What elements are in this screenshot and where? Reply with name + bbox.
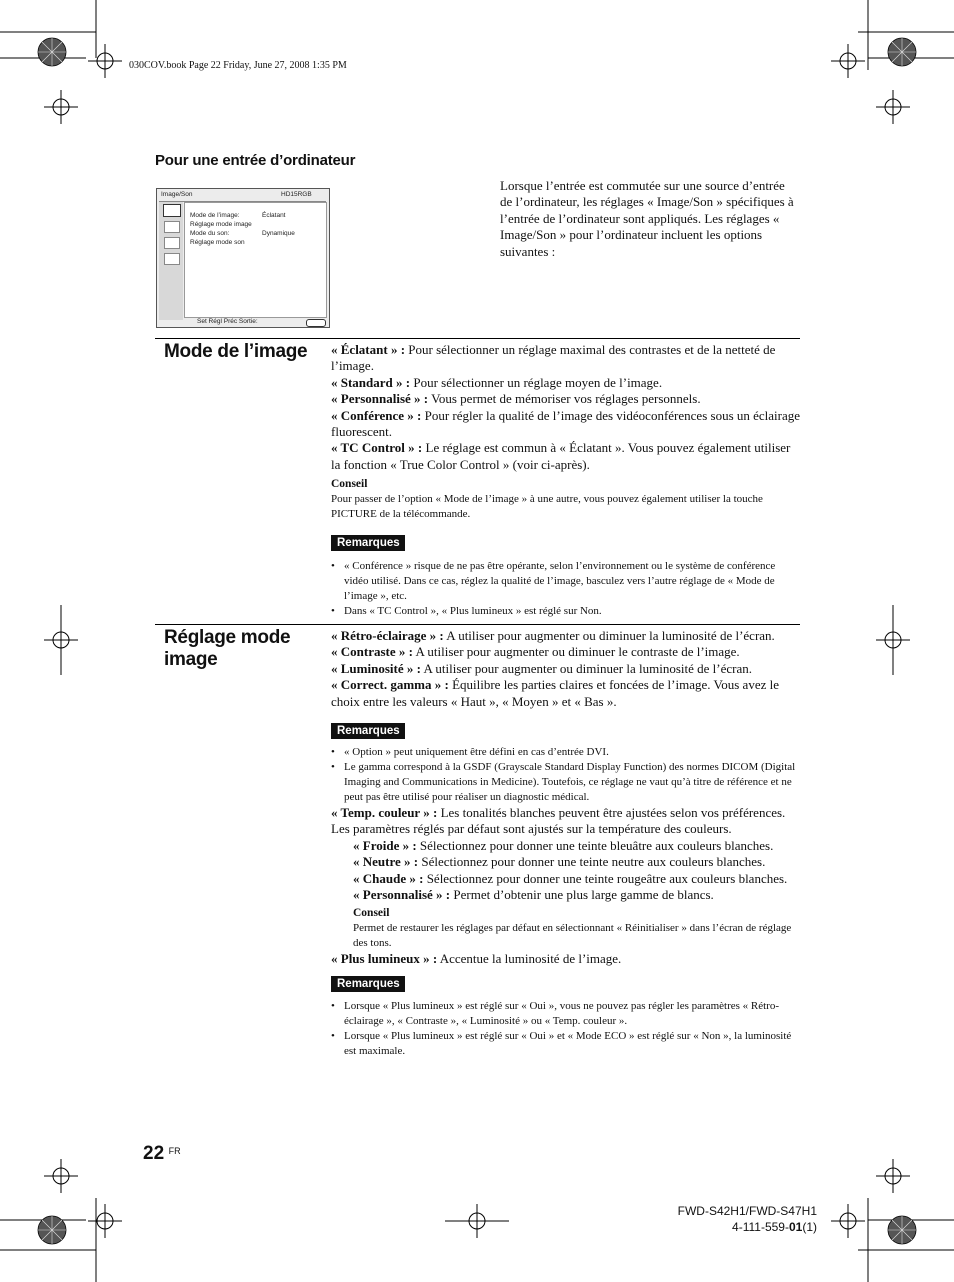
page-number: 22 $^{FR}$ xyxy=(143,1143,181,1164)
screen-row-4-label: Réglage mode son xyxy=(190,239,245,246)
reglage-item-luminosite: « Luminosité » : A utiliser pour augmenter ou diminuer la luminosité de l’écran. xyxy=(331,660,752,676)
picture-icon xyxy=(163,204,181,217)
remarque-item: • Lorsque « Plus lumineux » est réglé sur « Oui » et « Mode ECO » est réglé sur « Non », la luminosité est maximale. xyxy=(331,1029,801,1059)
menu-button-icon xyxy=(306,319,326,327)
screen-row-1-value: Éclatant xyxy=(262,212,286,219)
remarques-badge: Remarques xyxy=(331,976,405,992)
temp-item-chaude: « Chaude » : Sélectionnez pour donner une teinte rougeâtre aux couleurs blanches. xyxy=(353,870,788,886)
section-divider-1 xyxy=(155,338,800,339)
setup-icon xyxy=(164,237,180,249)
screen-title: Image/Son xyxy=(161,191,193,198)
mode-item-personnalise: « Personnalisé » : Vous permet de mémoriser vos réglages personnels. xyxy=(331,391,701,407)
model-number: FWD-S42H1/FWD-S47H1 xyxy=(677,1204,817,1218)
conseil-text: Permet de restaurer les réglages par défaut en sélectionnant « Réinitialiser » dans l’écran de réglage des tons. xyxy=(353,922,792,950)
temp-item-froide: « Froide » : Sélectionnez pour donner une teinte bleuâtre aux couleurs blanches. xyxy=(353,837,774,853)
document-code: 4-111-559-01(1) xyxy=(732,1220,817,1234)
screen-row-2-label: Réglage mode image xyxy=(190,221,252,228)
remarque-item: • « Conférence » risque de ne pas être opérante, selon l’environnement ou le système de conférence vidéo utilisé. Dans ce cas, réglez la qualité de l’image, basculez vers l’autre réglage de « Mode de l’image », etc. xyxy=(331,559,801,604)
crosshair-tr xyxy=(831,44,865,78)
settings-icon xyxy=(164,221,180,233)
section-divider-2 xyxy=(155,624,800,625)
temp-item-personnalise: « Personnalisé » : Permet d’obtenir une plus large gamme de blancs. xyxy=(353,887,714,903)
screen-row-1-label: Mode de l’image: xyxy=(190,212,240,219)
mode-image-content xyxy=(331,342,801,619)
mode-item-standard: « Standard » : Pour sélectionner un réglage moyen de l’image. xyxy=(331,374,663,390)
reglage-item-contraste: « Contraste » : A utiliser pour augmenter ou diminuer le contraste de l’image. xyxy=(331,644,740,660)
remarque-item: • « Option » peut uniquement être défini en cas d’entrée DVI. xyxy=(331,745,801,760)
section-title: Pour une entrée d’ordinateur xyxy=(155,152,356,169)
remarque-item: • Dans « TC Control », « Plus lumineux » est réglé sur Non. xyxy=(331,604,801,619)
reglage-item-gamma: « Correct. gamma » : Équilibre les parties claires et foncées de l’image. Vous avez le choix entre les valeurs « Haut », « Moyen » et « Bas ». xyxy=(331,677,779,709)
mode-item-conference: « Conférence » : Pour régler la qualité de l’image des vidéoconférences sous un éclairage fluorescent. xyxy=(331,407,801,440)
screen-footer: Set Régl Préc Sortie: xyxy=(197,318,258,325)
mode-item-tc-control: « TC Control » : Le réglage est commun à « Éclatant ». Vous pouvez également utiliser la fonction « True Color Control » (voir ci-après). xyxy=(331,440,791,472)
screen-row-3-label: Mode du son: xyxy=(190,230,230,237)
language-code: FR xyxy=(168,1146,181,1156)
heading-reglage-mode-image: Réglage mode image xyxy=(164,627,291,670)
conseil-text: Pour passer de l’option « Mode de l’image » à une autre, vous pouvez également utiliser la touche PICTURE de la télécommande. xyxy=(331,493,763,521)
reglage-item-temp: « Temp. couleur » : Les tonalités blanches peuvent être ajustées selon vos préférences. Les paramètres réglés par défaut sont ajustés sur la température des couleurs. xyxy=(331,805,786,837)
mode-item-eclatant: « Éclatant » : Pour sélectionner un réglage maximal des contrastes et de la netteté de l’image. xyxy=(331,342,776,374)
reglage-content xyxy=(331,628,801,1059)
reglage-item-retro: « Rétro-éclairage » : A utiliser pour augmenter ou diminuer la luminosité de l’écran. xyxy=(331,628,775,643)
heading-mode-image: Mode de l’image xyxy=(164,341,308,362)
reglage-item-plus-lumineux: « Plus lumineux » : Accentue la luminosité de l’image. xyxy=(331,951,622,967)
screen-input: HD15RGB xyxy=(281,191,312,198)
list-icon xyxy=(164,253,180,265)
remarques-badge: Remarques xyxy=(331,535,405,551)
menu-screenshot xyxy=(156,188,330,328)
remarques-badge: Remarques xyxy=(331,723,405,739)
screen-row-3-value: Dynamique xyxy=(262,230,295,237)
file-info-header: 030COV.book Page 22 Friday, June 27, 2008 1:35 PM xyxy=(129,60,347,71)
remarque-item: • Le gamma correspond à la GSDF (Grayscale Standard Display Function) des normes DICOM (Digital Imaging and Communications in Medicine). Toutefois, ce réglage ne vaut qu’à titre de référence et ne peut pas être utilisé pour réaliser un diagnostic médical. xyxy=(331,760,801,805)
temp-item-neutre: « Neutre » : Sélectionnez pour donner une teinte neutre aux couleurs blanches. xyxy=(353,854,766,870)
intro-paragraph: Lorsque l’entrée est commutée sur une source d’entrée de l’ordinateur, les réglages « Image/Son » spécifiques à l’entrée de l’ordinateur sont appliqués. Les réglages « Image/Son » pour l’ordinateur incluent les options suivantes : xyxy=(500,178,794,259)
conseil-title: Conseil xyxy=(331,478,368,491)
crosshair-tl xyxy=(88,44,122,78)
remarque-item: • Lorsque « Plus lumineux » est réglé sur « Oui », vous ne pouvez pas régler les paramètres « Rétro-éclairage », « Contraste », « Luminosité » ou « Temp. couleur ». xyxy=(331,999,801,1029)
conseil-title: Conseil xyxy=(353,907,390,920)
